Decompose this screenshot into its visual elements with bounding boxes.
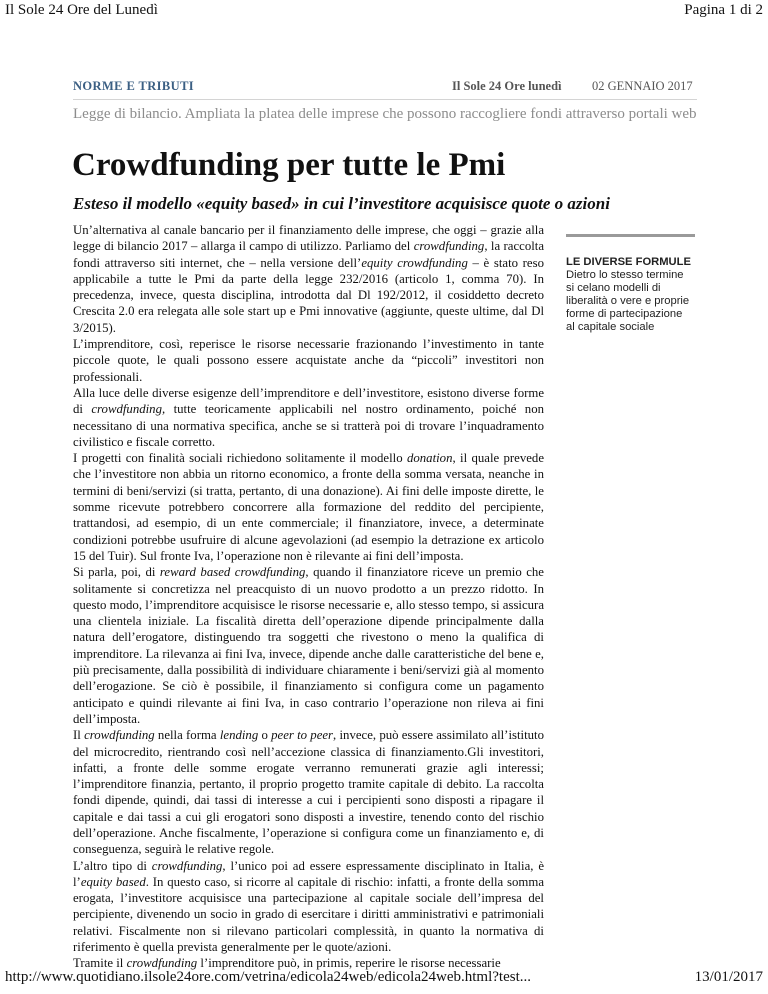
article-kicker: Legge di bilancio. Ampliata la platea delle imprese che possono raccogliere fondi attraverso portali web	[73, 106, 697, 122]
print-header-title: Il Sole 24 Ore del Lunedì	[5, 2, 158, 18]
italic-term: equity based	[80, 874, 146, 889]
sidebar-rule	[566, 234, 695, 237]
article-paragraph	[73, 222, 544, 336]
italic-term: crowdfunding	[413, 239, 485, 254]
italic-term: peer to peer	[271, 728, 334, 743]
article-paragraph	[73, 385, 544, 450]
italic-term: reward based crowdfunding	[159, 565, 306, 580]
text-run: L’imprenditore, così, reperisce le risorse necessarie frazionando l’investimento in tante piccole quote, le quali possono essere acquistate anche da “piccoli” investitori non professionali.	[73, 337, 544, 384]
print-footer-url: http://www.quotidiano.ilsole24ore.com/vetrina/edicola24web/edicola24web.html?test...	[5, 969, 531, 985]
italic-term: crowdfunding	[151, 858, 223, 873]
article-paragraph	[73, 336, 544, 385]
article-paragraph	[73, 450, 544, 564]
article-paragraph	[73, 564, 544, 727]
text-run: Si parla, poi, di	[73, 565, 160, 580]
text-run: Un’alternativa al canale bancario per il finanziamento delle imprese, che oggi – grazie alla legge di bilancio 2017 – allarga il campo di utilizzo. Parliamo del	[73, 223, 544, 254]
article-paragraph	[73, 727, 544, 857]
italic-term: lending	[219, 728, 259, 743]
section-label: NORME E TRIBUTI	[73, 79, 195, 93]
text-run: , l’unico poi ad essere espressamente disciplinato in Italia, è l’	[73, 858, 544, 889]
masthead-divider	[73, 99, 697, 100]
text-run: , la raccolta fondi attraverso siti internet, che – nella versione dell’	[73, 239, 545, 270]
sidebar-box	[566, 256, 694, 334]
text-run: o	[258, 728, 272, 743]
text-run: , quando il finanziatore riceve un premio che solitamente si concretizza nel preacquisto di un nuovo prodotto a un prezzo ridotto. In questo modo, l’imprenditore acquisisce le risorse necessarie e, allo stesso tempo, si assicura una clientela iniziale. La fiscalità diretta dell’operazione dipende principalmente dalla natura dell’erogatore, distinguendo tra soggetti che rivestono o meno la qualifica di imprenditore. La rilevanza ai fini Iva, invece, dipende anche dalle caratteristiche del bene e, più precisamente, dalla possibilità di individuare chiaramente i beni/servizi già al momento dell’erogazione. Se ciò è possibile, il finanziamento si configura come un pagamento anticipato e quindi rilevante ai fini Iva, in caso contrario l’operazione non rileva ai fini dell’imposta.	[73, 565, 544, 726]
text-run: nella forma	[154, 728, 220, 743]
sidebar-heading: LE DIVERSE FORMULE	[566, 256, 691, 268]
print-header-page-number: Pagina 1 di 2	[684, 2, 763, 18]
text-run: tutte teoricamente applicabili nel nostro ordinamento, poiché non necessitano di una normativa specifica, anche se si tratterà poi di trovare l’inquadramento civilistico e fiscale corretto.	[73, 402, 544, 449]
text-run: , invece, può essere assimilato all’istituto del microcredito, rientrando così nell’accezione classica di finanziamento.Gli investitori, infatti, a fronte delle somme erogate verranno remunerati grazie agli interessi; l’imprenditore finanzia, pertanto, il proprio progetto tramite capitale di debito. La raccolta fondi dipende, quindi, dai tassi di interesse a cui i percipienti sono disposti a ripagare il capitale e dai tassi a cui gli erogatori sono disposti a investire, tenendo conto del rischio dell’operazione. Anche fiscalmente, l’operazione si configura come un finanziamento e, di conseguenza, seguirà le relative regole.	[73, 728, 544, 857]
article-body	[73, 222, 544, 972]
text-run: L’altro tipo di	[73, 858, 152, 873]
italic-term: equity crowdfunding	[361, 255, 468, 270]
article-title: Crowdfunding per tutte le Pmi	[72, 147, 506, 183]
text-run: Tramite il	[73, 956, 127, 971]
publication-name: Il Sole 24 Ore lunedì	[452, 79, 562, 93]
italic-term: crowdfunding	[84, 728, 155, 743]
text-run: , il quale prevede che l’investitore non abbia un ritorno economico, a fronte della somma versata, neanche in termini di beni/servizi (si tratta, pertanto, di una donazione). Ai fini delle imposte dirette, le somme ricevute potrebbero concorrere alla formazione del reddito del percipiente, trattandosi, ad esempio, di un ente commerciale; il finanziatore, invece, a determinate condizioni potrebbe usufruire di alcune agevolazioni (ad esempio la detrazione ex articolo 15 del Tuir). Sul fronte Iva, l’operazione non è rilevante ai fini dell’imposta.	[73, 451, 545, 563]
article-paragraph	[73, 858, 544, 956]
text-run: Alla luce delle diverse esigenze dell’imprenditore e dell’investitore, esistono diverse forme di	[73, 385, 544, 417]
italic-term: crowdfunding	[126, 956, 198, 971]
text-run: . In questo caso, si ricorre al capitale di rischio: infatti, a fronte della somma erogata, l’investitore acquisisce una partecipazione al capitale sociale dell’impresa del percipiente, divenendo un socio in grado di esercitare i diritti amministrativi e patrimoniali relativi. Fiscalmente non si rilevano particolari complessità, in quanto la normativa di riferimento è quella prevista generalmente per le quote/azioni.	[73, 874, 544, 955]
italic-term: crowdfunding,	[91, 402, 166, 417]
text-run: l’imprenditore può, in primis, reperire le risorse necessarie	[197, 956, 501, 971]
print-footer-date: 13/01/2017	[694, 969, 763, 985]
text-run: Il	[73, 728, 85, 743]
text-run: I progetti con finalità sociali richiedono solitamente il modello	[73, 451, 407, 466]
text-run: – è stato reso applicabile a tutte le Pmi da parte della legge 232/2016 (articolo 1, comma 70). In precedenza, invece, questa disciplina, introdotta dal Dl 192/2012, il cosiddetto decreto Crescita 2.0 era relegata alle sole start up e Pmi innovative (aggiunte, queste ultime, dal Dl 3/2015).	[73, 255, 544, 335]
publication-date: 02 GENNAIO 2017	[592, 79, 693, 93]
article-subtitle: Esteso il modello «equity based» in cui l’investitore acquisisce quote o azioni	[73, 194, 610, 213]
sidebar-text: Dietro lo stesso termine si celano modelli di liberalità o vere e proprie forme di partecipazione al capitale sociale	[566, 269, 690, 333]
italic-term: donation	[406, 451, 453, 466]
